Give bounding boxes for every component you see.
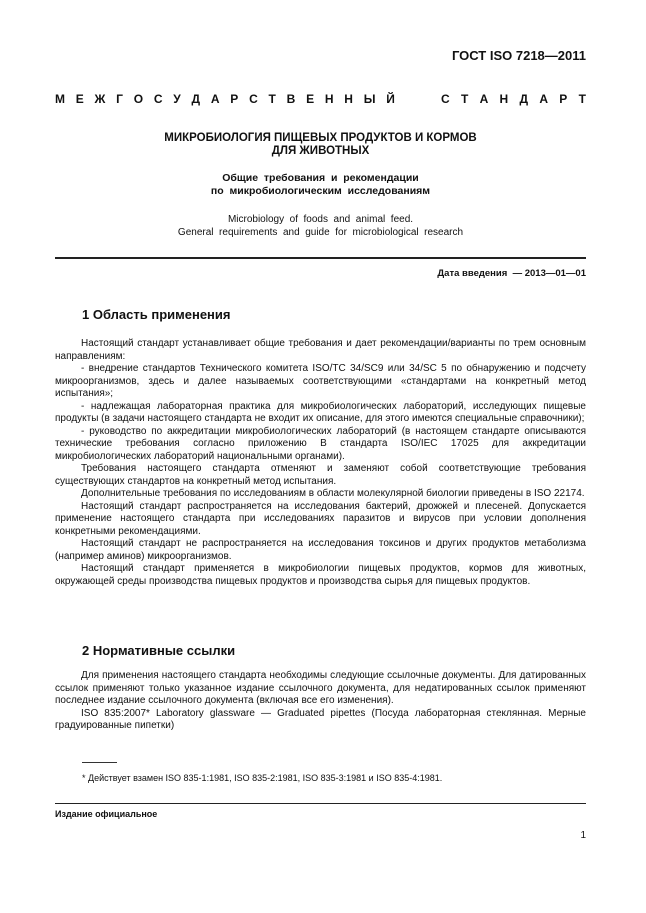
subtitle-line-2: по микробиологическим исследованиям bbox=[210, 185, 431, 197]
series-letter: С bbox=[249, 92, 258, 106]
paragraph: - внедрение стандартов Технического комитета ISO/TC 34/SC9 или 34/SC 5 по обнаружению и подсчету микроорганизмов, здесь и далее называемых соответствующими «стандартами на конкретный метод испытания»; bbox=[55, 363, 586, 399]
series-letter: М bbox=[55, 92, 65, 106]
series-letter: С bbox=[153, 92, 163, 106]
paragraph: Дополнительные требования по исследованиям в области молекулярной биологии приведены в ISO 22174. bbox=[81, 488, 585, 499]
english-title-line-1: Microbiology of foods and animal feed. bbox=[227, 214, 414, 225]
series-letter: Т bbox=[578, 92, 586, 106]
section-1-title: 1 Область применения bbox=[82, 307, 231, 322]
paragraph: Для применения настоящего стандарта необходимы следующие ссылочные документы. Для датированных ссылок применяют только указанное издание ссылочного документа, для недатированных ссылок применяют последнее издание ссылочного документа (включая все его изменения). bbox=[55, 670, 586, 706]
series-right bbox=[441, 92, 586, 106]
subtitle-line-1: Общие требования и рекомендации bbox=[222, 172, 419, 184]
title-line-2: ДЛЯ ЖИВОТНЫХ bbox=[271, 145, 370, 157]
series-letter: Ж bbox=[94, 92, 106, 106]
series-letter: Е bbox=[75, 92, 84, 106]
series-letter: В bbox=[286, 92, 296, 106]
series-letter: Т bbox=[268, 92, 276, 106]
standard-series-heading bbox=[55, 92, 586, 106]
series-letter: Н bbox=[344, 92, 353, 106]
series-letter: Т bbox=[460, 92, 469, 106]
edition-label: Издание официальное bbox=[55, 809, 158, 819]
section-1-body bbox=[55, 338, 586, 588]
footnote-divider bbox=[82, 762, 117, 763]
document-subtitle bbox=[55, 172, 586, 198]
footer-divider bbox=[55, 803, 586, 804]
section-2-title: 2 Нормативные ссылки bbox=[82, 643, 236, 658]
series-letter: С bbox=[441, 92, 450, 106]
paragraph: Настоящий стандарт применяется в микробиологии пищевых продуктов, кормов для животных, окружающей среды производства пищевых продуктов и производства сырья для пищевых продуктов. bbox=[55, 563, 586, 587]
section-2-body bbox=[55, 670, 586, 733]
series-letter: Ы bbox=[363, 92, 376, 106]
series-letter: О bbox=[133, 92, 144, 106]
english-title-line-2: General requirements and guide for microbiological research bbox=[177, 227, 464, 238]
series-letter: Р bbox=[559, 92, 568, 106]
series-letter: У bbox=[173, 92, 181, 106]
series-letter: Н bbox=[324, 92, 334, 106]
paragraph: - руководство по аккредитации микробиологических лабораторий (в настоящем стандарте описываются технические требования согласно приложению В стандарта ISO/IEC 17025 для аккредитации микробиологических лабораторий национальными органами). bbox=[55, 425, 586, 462]
series-letter: Й bbox=[386, 92, 395, 106]
series-letter: Н bbox=[499, 92, 509, 106]
introduction-date: Дата введения — 2013—01—01 bbox=[437, 268, 586, 279]
series-left bbox=[55, 92, 395, 106]
paragraph: Настоящий стандарт распространяется на исследования бактерий, дрожжей и плесеней. Допускается применение настоящего стандарта при исследованиях паразитов и вирусов при условии дополнения конкретными рекомендациями. bbox=[55, 500, 586, 537]
series-letter: А bbox=[210, 92, 220, 106]
series-letter: А bbox=[479, 92, 489, 106]
series-letter: Е bbox=[306, 92, 315, 106]
title-line-1: МИКРОБИОЛОГИЯ ПИЩЕВЫХ ПРОДУКТОВ И КОРМОВ bbox=[164, 132, 477, 144]
english-title bbox=[55, 213, 586, 239]
document-title bbox=[55, 132, 586, 158]
page-number: 1 bbox=[580, 830, 586, 841]
header-divider bbox=[55, 257, 586, 259]
document-code: ГОСТ ISO 7218—2011 bbox=[451, 48, 586, 63]
paragraph: ISO 835:2007* Laboratory glassware — Graduated pipettes (Посуда лабораторная стеклянная. Мерные градуированные пипетки) bbox=[55, 707, 586, 731]
series-letter: А bbox=[539, 92, 548, 106]
paragraph: Настоящий стандарт не распространяется на исследования токсинов и других продуктов метаболизма (например аминов) микроорганизмов. bbox=[55, 538, 586, 562]
series-letter: Д bbox=[191, 92, 201, 106]
footnote: * Действует взамен ISO 835-1:1981, ISO 835-2:1981, ISO 835-3:1981 и ISO 835-4:1981. bbox=[82, 773, 443, 783]
paragraph: Требования настоящего стандарта отменяют и заменяют собой соответствующие требования существующих стандартов на конкретный метод испытания. bbox=[55, 463, 586, 487]
paragraph: - надлежащая лабораторная практика для микробиологических лабораторий, исследующих пищевые продукты (в задачи настоящего стандарта не входит их описание, для этого имеются специальные справочники); bbox=[55, 400, 586, 424]
series-letter: Р bbox=[230, 92, 239, 106]
series-letter: Д bbox=[519, 92, 529, 106]
series-letter: Г bbox=[116, 92, 123, 106]
paragraph: Настоящий стандарт устанавливает общие требования и дает рекомендации/варианты по трем основным направлениям: bbox=[55, 338, 586, 362]
